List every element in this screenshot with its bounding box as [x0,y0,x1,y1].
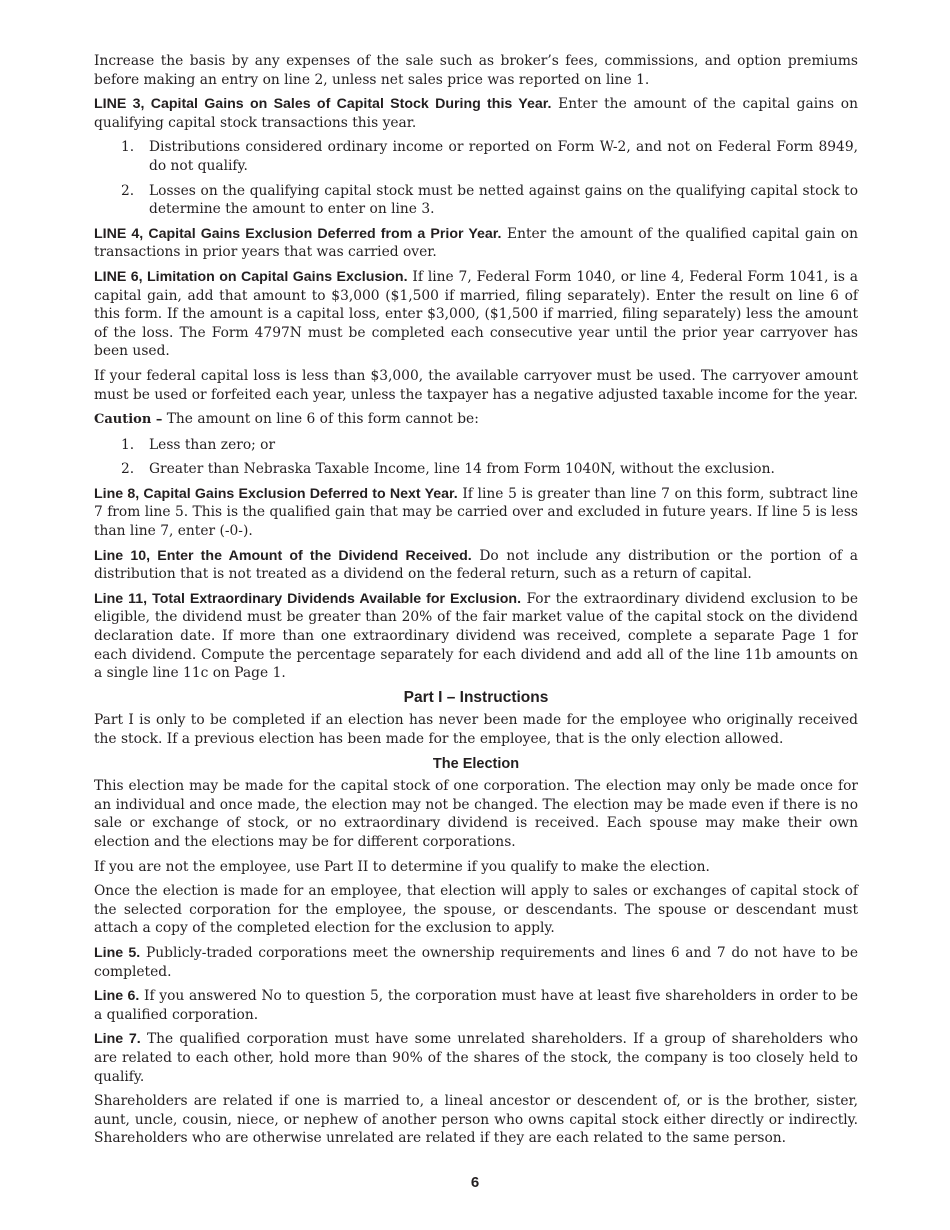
election-title: The Election [432,755,520,772]
part1-line7-heading: Line 7. [94,1031,141,1048]
list-item [94,182,858,219]
line4-paragraph [94,225,858,262]
line6-heading: LINE 6, Limitation on Capital Gains Exclusion. [94,268,408,285]
part1-line5-paragraph [94,944,858,981]
line11-paragraph [94,590,858,683]
line3-list [94,138,858,218]
election-paragraph-1: This election may be made for the capital stock of one corporation. The election may only be made once for an individual and once made, the election may not be changed. The election may be made even if there is no sale or exchange of stock, or no extraordinary dividend is received. Each spouse may make their own election and the elections may be for different corporations. [94,778,858,850]
election-paragraph-2: If you are not the employee, use Part II to determine if you qualify to make the election. [94,858,710,875]
part1-title: Part I – Instructions [403,688,549,706]
list-text: Losses on the qualifying capital stock must be netted against gains on the qualifying capital stock to determine the amount to enter on line 3. [149,182,858,218]
part1-line7-paragraph [94,1030,858,1086]
line3-heading: LINE 3, Capital Gains on Sales of Capital Stock During this Year. [94,96,552,113]
part1-line5-text: Publicly-traded corporations meet the ownership requirements and lines 6 and 7 do not have to be completed. [94,944,858,980]
list-text: Distributions considered ordinary income or reported on Form W-2, and not on Federal Form 8949, do not qualify. [149,139,858,174]
line8-heading: Line 8, Capital Gains Exclusion Deferred to Next Year. [94,485,458,502]
part1-line6-heading: Line 6. [94,988,140,1005]
list-number: 2. [121,182,135,199]
caution-list [94,436,858,479]
part1-line6-paragraph [94,987,858,1024]
part1-line5-heading: Line 5. [94,944,141,961]
list-text: Less than zero; or [149,436,276,453]
list-number: 1. [121,436,135,453]
line10-paragraph [94,547,858,584]
line8-paragraph [94,485,858,541]
related-paragraph: Shareholders are related if one is married to, a lineal ancestor or descendent of, or is the brother, sister, aunt, uncle, cousin, niece, or nephew of another person who owns capital stock either directly or indirectly. Shareholders who are otherwise unrelated are related if they are each related to the same person. [94,1093,858,1147]
line10-text: Do not include any distribution or the portion of a distribution that is not treated as a dividend on the federal return, such as a return of capital. [94,547,858,583]
list-text: Greater than Nebraska Taxable Income, line 14 from Form 1040N, without the exclusion. [149,461,775,478]
line6-paragraph [94,268,858,361]
line4-heading: LINE 4, Capital Gains Exclusion Deferred from a Prior Year. [94,225,502,242]
list-number: 1. [121,139,135,156]
page-number: 6 [470,1174,480,1191]
line11-heading: Line 11, Total Extraordinary Dividends Available for Exclusion. [94,590,522,607]
line10-heading: Line 10, Enter the Amount of the Dividend Received. [94,547,472,564]
list-item [94,436,858,455]
part1-line6-text: If you answered No to question 5, the corporation must have at least five shareholders in order to be a qualified corporation. [94,988,858,1023]
line3-text: Enter the amount of the capital gains on qualifying capital stock transactions this year. [94,96,858,131]
list-number: 2. [121,461,135,478]
line6-text: If line 7, Federal Form 1040, or line 4, Federal Form 1041, is a capital gain, add that amount to $3,000 ($1,500 if married, filing separately). Enter the result on line 6 of this form. If the amount is a capital loss, enter $3,000, ($1,500 if married, filing separately) less the amount of the loss. The Form 4797N must be completed each consecutive year until the prior year carryover has been used. [94,268,858,360]
caution-text: The amount on line 6 of this form cannot be: [162,411,479,428]
part1-paragraph: Part I is only to be completed if an election has never been made for the employee who originally received the stock. If a previous election has been made for the employee, that is the only election allowed. [94,712,858,747]
election-paragraph-3: Once the election is made for an employee, that election will apply to sales or exchanges of capital stock of the selected corporation for the employee, the spouse, or descendants. The spouse or descendant must attach a copy of the completed election for the exclusion to apply. [94,883,858,937]
caution-heading: Caution – [94,412,163,428]
list-item [94,138,858,175]
line4-text: Enter the amount of the qualified capital gain on transactions in prior years that was carried over. [94,225,858,261]
intro-paragraph: Increase the basis by any expenses of the sale such as broker’s fees, commissions, and option premiums before making an entry on line 2, unless net sales price was reported on line 1. [94,53,858,88]
document-body [94,52,858,1154]
line11-text: For the extraordinary dividend exclusion to be eligible, the dividend must be greater than 20% of the fair market value of the capital stock on the dividend declaration date. If more than one extraordinary dividend was received, complete a separate Page 1 for each dividend. Compute the percentage separately for each dividend and add all of the line 11b amounts on a single line 11c on Page 1. [94,590,858,682]
caution-paragraph [94,410,858,430]
line3-paragraph [94,95,858,132]
line8-text: If line 5 is greater than line 7 on this form, subtract line 7 from line 5. This is the qualified gain that may be carried over and excluded in future years. If line 5 is less than line 7, enter (-0-). [94,485,859,540]
carryover-paragraph: If your federal capital loss is less than $3,000, the available carryover must be used. The carryover amount must be used or forfeited each year, unless the taxpayer has a negative adjusted taxable income for the year. [94,367,858,403]
part1-line7-text: The qualified corporation must have some unrelated shareholders. If a group of shareholders who are related to each other, hold more than 90% of the shares of the stock, the company is too closely held to qualify. [94,1031,858,1085]
list-item [94,460,858,479]
